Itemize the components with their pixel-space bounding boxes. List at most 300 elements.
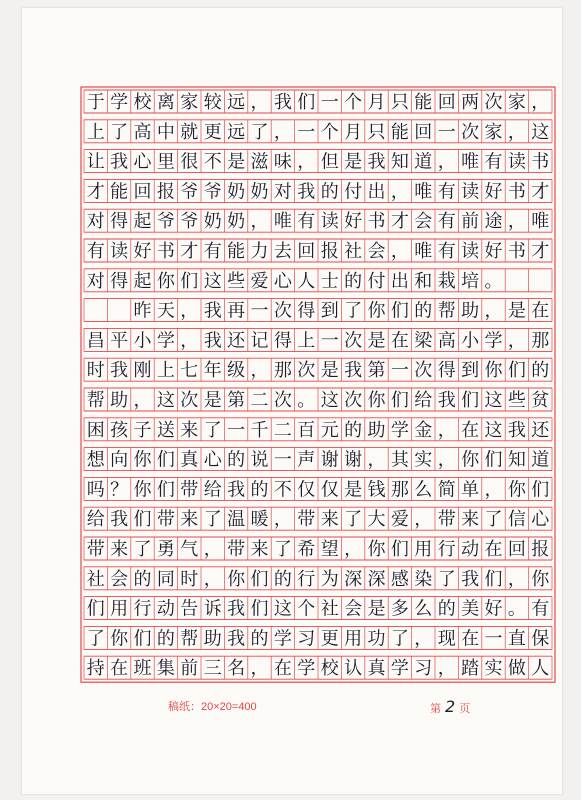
grid-row <box>84 477 552 500</box>
grid-row <box>84 179 552 202</box>
grid-row <box>84 597 552 620</box>
manuscript-char: 到 <box>320 300 339 322</box>
grid-row <box>84 299 552 322</box>
manuscript-char: 梁 <box>414 330 433 352</box>
manuscript-char: 孩 <box>110 419 129 441</box>
manuscript-char: 用 <box>414 539 433 560</box>
manuscript-char: 带 <box>180 479 199 501</box>
manuscript-char: 谢 <box>320 449 339 471</box>
manuscript-char: 声 <box>297 449 316 471</box>
manuscript-char: 你 <box>367 390 386 411</box>
manuscript-char: 上 <box>86 121 105 143</box>
manuscript-char: 功 <box>367 628 386 650</box>
manuscript-char: ， <box>507 211 526 233</box>
manuscript-char: 们 <box>86 598 105 620</box>
manuscript-char: 困 <box>86 419 105 441</box>
manuscript-char: 才 <box>531 181 550 203</box>
manuscript-char: 道 <box>531 449 550 471</box>
manuscript-char: 高 <box>437 330 456 352</box>
manuscript-char: 们 <box>133 628 152 650</box>
manuscript-char: 对 <box>273 181 292 203</box>
manuscript-char: 会 <box>344 598 363 620</box>
manuscript-char: 带 <box>297 509 316 531</box>
manuscript-char: 我 <box>110 360 129 382</box>
manuscript-char: 说 <box>250 449 269 471</box>
grid-row <box>84 448 552 471</box>
manuscript-char: 了 <box>203 509 222 531</box>
manuscript-char: 刚 <box>133 360 152 382</box>
manuscript-char: 带 <box>156 509 175 531</box>
manuscript-char: 是 <box>227 151 246 173</box>
manuscript-char: 年 <box>203 360 222 382</box>
manuscript-char: 气 <box>180 539 199 560</box>
manuscript-char: 但 <box>320 151 339 173</box>
manuscript-char: 有 <box>437 241 456 262</box>
manuscript-char: 更 <box>203 121 222 143</box>
manuscript-char: 次 <box>297 360 316 382</box>
manuscript-char: 这 <box>484 390 503 411</box>
manuscript-char: 向 <box>110 449 129 471</box>
manuscript-char: 了 <box>344 509 363 531</box>
manuscript-char: 这 <box>203 270 222 292</box>
page-suffix: 页 <box>459 703 471 715</box>
manuscript-char: 能 <box>110 181 129 203</box>
grid-row <box>84 507 552 530</box>
manuscript-char: 有 <box>531 598 550 620</box>
manuscript-char: ， <box>273 509 292 531</box>
manuscript-char: 行 <box>133 598 152 620</box>
manuscript-char: 报 <box>156 181 175 203</box>
manuscript-char: 起 <box>133 211 152 233</box>
manuscript-char: 助 <box>203 628 222 650</box>
manuscript-char: 这 <box>156 390 175 411</box>
manuscript-char: 爷 <box>203 181 222 203</box>
manuscript-char: 学 <box>297 658 316 680</box>
manuscript-char: 金 <box>414 419 433 441</box>
manuscript-char: 记 <box>250 330 269 352</box>
manuscript-char: 月 <box>344 121 363 143</box>
manuscript-char: ， <box>390 181 409 203</box>
manuscript-char: 百 <box>297 419 316 441</box>
manuscript-char: 们 <box>484 568 503 590</box>
manuscript-char: ， <box>437 449 456 471</box>
manuscript-char: 能 <box>414 92 433 113</box>
grid-row <box>84 269 552 292</box>
manuscript-char: 家 <box>180 92 199 113</box>
manuscript-char: 做 <box>507 658 526 680</box>
manuscript-char: 栽 <box>437 270 456 292</box>
manuscript-char: 的 <box>156 628 175 650</box>
manuscript-char: 级 <box>227 360 246 382</box>
manuscript-char: 家 <box>484 121 503 143</box>
manuscript-char: ， <box>437 658 456 680</box>
manuscript-char: 月 <box>367 92 386 113</box>
manuscript-char: 回 <box>414 121 433 143</box>
manuscript-char: 这 <box>273 598 292 620</box>
manuscript-char: 我 <box>227 628 246 650</box>
manuscript-char: ？ <box>110 479 129 501</box>
manuscript-char: 心 <box>273 270 292 292</box>
manuscript-char: 出 <box>390 270 409 292</box>
grid-row <box>84 358 552 381</box>
manuscript-char: 社 <box>344 241 363 262</box>
manuscript-char: 学 <box>390 658 409 680</box>
manuscript-char: 书 <box>531 151 550 173</box>
manuscript-char: 帮 <box>437 300 456 322</box>
manuscript-char: 我 <box>203 330 222 352</box>
manuscript-char: 。 <box>297 390 316 411</box>
manuscript-char: 了 <box>110 121 129 143</box>
manuscript-char: 了 <box>484 509 503 531</box>
manuscript-char: 才 <box>390 211 409 233</box>
manuscript-char: 其 <box>390 449 409 471</box>
manuscript-char: 的 <box>273 568 292 590</box>
manuscript-char: 来 <box>461 509 480 531</box>
manuscript-char: 一 <box>390 360 409 382</box>
manuscript-char: 能 <box>227 241 246 262</box>
manuscript-char: 们 <box>250 598 269 620</box>
manuscript-char: 们 <box>250 568 269 590</box>
page-prefix: 第 <box>430 703 441 715</box>
manuscript-char: 了 <box>344 300 363 322</box>
manuscript-char: 的 <box>133 568 152 590</box>
manuscript-char: 让 <box>86 151 105 173</box>
manuscript-char: 前 <box>461 211 480 233</box>
manuscript-char: 时 <box>86 360 105 382</box>
manuscript-char: 才 <box>180 241 199 262</box>
manuscript-char: 的 <box>531 360 550 382</box>
manuscript-char: 了 <box>437 568 456 590</box>
manuscript-char: 书 <box>507 181 526 203</box>
manuscript-char: 们 <box>507 360 526 382</box>
manuscript-char: 告 <box>180 598 199 620</box>
manuscript-char: 行 <box>297 568 316 590</box>
manuscript-char: 培 <box>461 270 480 292</box>
manuscript-char: 高 <box>133 121 152 143</box>
manuscript-char: 同 <box>156 568 175 590</box>
manuscript-char: ， <box>507 330 526 352</box>
manuscript-char: 爷 <box>180 181 199 203</box>
manuscript-char: 千 <box>250 419 269 441</box>
grid-row <box>84 626 552 649</box>
manuscript-char: 们 <box>390 300 409 322</box>
manuscript-char: 是 <box>203 390 222 411</box>
manuscript-char: 用 <box>344 628 363 650</box>
manuscript-char: 途 <box>484 211 503 233</box>
manuscript-char: 家 <box>507 92 526 113</box>
manuscript-char: 上 <box>297 330 316 352</box>
manuscript-char: 是 <box>344 151 363 173</box>
manuscript-char: 士 <box>320 270 339 292</box>
manuscript-char: 持 <box>86 658 105 680</box>
manuscript-char: 人 <box>531 658 550 680</box>
page-indicator <box>430 697 470 716</box>
manuscript-char: ， <box>437 151 456 173</box>
manuscript-char: ， <box>250 360 269 382</box>
manuscript-char: ， <box>437 419 456 441</box>
manuscript-char: 勇 <box>156 539 175 560</box>
manuscript-char: 你 <box>484 360 503 382</box>
manuscript-char: ， <box>484 479 503 501</box>
manuscript-char: 回 <box>133 181 152 203</box>
manuscript-char: 是 <box>367 598 386 620</box>
grid-row <box>84 150 552 173</box>
manuscript-char: 你 <box>133 449 152 471</box>
manuscript-char: ， <box>180 330 199 352</box>
manuscript-char: 来 <box>110 539 129 560</box>
manuscript-char: ， <box>297 151 316 173</box>
manuscript-char: 那 <box>531 330 550 352</box>
manuscript-char: 了 <box>250 121 269 143</box>
manuscript-char: 还 <box>531 419 550 441</box>
manuscript-char: 回 <box>297 241 316 262</box>
manuscript-char: 钱 <box>367 479 386 501</box>
manuscript-char: 为 <box>320 568 339 590</box>
manuscript-char: 有 <box>437 181 456 203</box>
manuscript-char: 次 <box>273 390 292 411</box>
manuscript-char: 我 <box>367 151 386 173</box>
manuscript-char: ， <box>250 211 269 233</box>
manuscript-char: 昨 <box>133 300 152 322</box>
manuscript-char: 在 <box>461 628 480 650</box>
manuscript-grid <box>22 8 562 698</box>
manuscript-char: 报 <box>531 539 550 560</box>
manuscript-char: 学 <box>156 330 175 352</box>
manuscript-char: 的 <box>414 300 433 322</box>
manuscript-char: 我 <box>437 390 456 411</box>
manuscript-char: 得 <box>297 300 316 322</box>
manuscript-char: 知 <box>390 151 409 173</box>
manuscript-char: ， <box>180 300 199 322</box>
manuscript-char: 这 <box>531 121 550 143</box>
manuscript-char: 你 <box>133 479 152 501</box>
manuscript-char: 直 <box>507 628 526 650</box>
manuscript-char: 们 <box>297 92 316 113</box>
manuscript-char: 助 <box>461 300 480 322</box>
manuscript-char: 力 <box>250 241 269 262</box>
grid-row <box>84 418 552 441</box>
manuscript-char: 有 <box>86 241 105 262</box>
manuscript-char: 们 <box>180 270 199 292</box>
manuscript-char: 动 <box>461 539 480 560</box>
manuscript-char: 认 <box>344 658 363 680</box>
manuscript-char: 实 <box>414 449 433 471</box>
manuscript-char: 深 <box>367 568 386 590</box>
manuscript-char: 信 <box>507 509 526 531</box>
manuscript-char: 我 <box>273 92 292 113</box>
manuscript-char: 会 <box>367 241 386 262</box>
manuscript-char: 是 <box>507 300 526 322</box>
manuscript-char: 希 <box>297 539 316 560</box>
manuscript-char: 读 <box>507 151 526 173</box>
manuscript-char: 你 <box>461 449 480 471</box>
manuscript-char: 能 <box>390 121 409 143</box>
manuscript-char: 小 <box>461 330 480 352</box>
manuscript-char: 有 <box>437 211 456 233</box>
manuscript-char: 奶 <box>227 181 246 203</box>
manuscript-char: ， <box>203 539 222 560</box>
manuscript-char: 帮 <box>86 390 105 411</box>
manuscript-char: 有 <box>297 211 316 233</box>
manuscript-char: 带 <box>86 539 105 560</box>
manuscript-char: 只 <box>367 121 386 143</box>
manuscript-char: 习 <box>414 658 433 680</box>
manuscript-char: 们 <box>390 539 409 560</box>
manuscript-char: 平 <box>110 330 129 352</box>
manuscript-char: 还 <box>227 330 246 352</box>
grid-row <box>84 567 552 590</box>
manuscript-char: ， <box>250 92 269 113</box>
manuscript-char: 你 <box>227 568 246 590</box>
manuscript-char: 真 <box>180 449 199 471</box>
manuscript-char: 是 <box>367 330 386 352</box>
manuscript-char: 回 <box>437 92 456 113</box>
manuscript-char: 次 <box>344 390 363 411</box>
manuscript-char: 了 <box>133 539 152 560</box>
manuscript-char: 送 <box>156 419 175 441</box>
manuscript-char: 和 <box>414 270 433 292</box>
manuscript-char <box>110 301 128 322</box>
manuscript-char: 那 <box>390 479 409 501</box>
manuscript-char: 报 <box>320 241 339 262</box>
grid-row <box>84 388 552 411</box>
manuscript-char: 用 <box>110 598 129 620</box>
manuscript-char: 里 <box>156 151 175 173</box>
manuscript-char: 现 <box>437 628 456 650</box>
manuscript-char: 书 <box>367 211 386 233</box>
manuscript-char: 学 <box>390 419 409 441</box>
manuscript-char: 的 <box>250 628 269 650</box>
manuscript-char: 更 <box>320 628 339 650</box>
manuscript-char: 心 <box>203 449 222 471</box>
manuscript-char: 得 <box>273 330 292 352</box>
manuscript-char: 的 <box>344 270 363 292</box>
manuscript-char: 。 <box>484 270 503 292</box>
manuscript-char: 回 <box>507 539 526 560</box>
manuscript-char: 是 <box>320 360 339 382</box>
manuscript-char: 们 <box>461 390 480 411</box>
manuscript-char: 不 <box>203 151 222 173</box>
manuscript-char: 大 <box>367 509 386 531</box>
manuscript-char: 的 <box>250 479 269 501</box>
manuscript-char: 付 <box>344 181 363 203</box>
manuscript-char: 我 <box>227 479 246 501</box>
manuscript-char: 对 <box>86 270 105 292</box>
manuscript-char: 你 <box>110 628 129 650</box>
manuscript-char: 我 <box>110 151 129 173</box>
manuscript-char: 读 <box>110 241 129 262</box>
manuscript-char: 我 <box>110 509 129 531</box>
grid-row <box>84 656 552 679</box>
manuscript-char: ， <box>484 300 503 322</box>
manuscript-char: 书 <box>156 241 175 262</box>
manuscript-char: 次 <box>414 360 433 382</box>
manuscript-char: 得 <box>437 360 456 382</box>
manuscript-char: 读 <box>320 211 339 233</box>
grid-row <box>84 90 552 113</box>
manuscript-char: 才 <box>531 241 550 262</box>
manuscript-char: 给 <box>414 390 433 411</box>
manuscript-char: 出 <box>367 181 386 203</box>
manuscript-char: 学 <box>110 92 129 113</box>
manuscript-char: 一 <box>273 449 292 471</box>
manuscript-char: 七 <box>180 360 199 382</box>
manuscript-char: 在 <box>484 539 503 560</box>
manuscript-char: 们 <box>531 479 550 501</box>
grid-row <box>84 328 552 351</box>
manuscript-char: 上 <box>156 360 175 382</box>
manuscript-char: 学 <box>484 330 503 352</box>
manuscript-char: 你 <box>531 568 550 590</box>
manuscript-char: 你 <box>507 479 526 501</box>
manuscript-char: 真 <box>367 658 386 680</box>
page-number: 2 <box>445 697 456 716</box>
manuscript-char: 到 <box>461 360 480 382</box>
manuscript-char: 。 <box>507 598 526 620</box>
manuscript-char: 道 <box>414 151 433 173</box>
manuscript-char: ， <box>531 92 550 113</box>
manuscript-char: 多 <box>390 598 409 620</box>
manuscript-char: 味 <box>273 151 292 173</box>
manuscript-char: 元 <box>320 419 339 441</box>
manuscript-char: 天 <box>156 300 175 322</box>
manuscript-char: 次 <box>344 330 363 352</box>
manuscript-char: 第 <box>227 390 246 411</box>
manuscript-char: 帮 <box>180 628 199 650</box>
manuscript-char: 个 <box>297 598 316 620</box>
manuscript-char: 了 <box>203 419 222 441</box>
manuscript-char: 远 <box>227 121 246 143</box>
manuscript-char: 第 <box>367 360 386 382</box>
manuscript-char: 奶 <box>227 211 246 233</box>
manuscript-char: 唯 <box>461 151 480 173</box>
manuscript-char: 带 <box>227 539 246 560</box>
manuscript-char: 前 <box>180 658 199 680</box>
manuscript-char: 再 <box>227 300 246 322</box>
manuscript-char: 了 <box>273 539 292 560</box>
manuscript-char: ， <box>203 568 222 590</box>
manuscript-char: 在 <box>110 658 129 680</box>
manuscript-char: ， <box>344 539 363 560</box>
manuscript-char: 昌 <box>86 330 105 352</box>
manuscript-char: 好 <box>484 181 503 203</box>
manuscript-char: 踏 <box>461 658 480 680</box>
grid-row <box>84 239 552 262</box>
manuscript-char: 读 <box>461 241 480 262</box>
manuscript-char: 只 <box>390 92 409 113</box>
manuscript-char: 们 <box>484 449 503 471</box>
manuscript-char: 我 <box>297 181 316 203</box>
manuscript-char: 对 <box>86 211 105 233</box>
manuscript-char: 在 <box>390 330 409 352</box>
manuscript-char: 班 <box>133 658 152 680</box>
manuscript-char: 校 <box>133 92 152 113</box>
manuscript-char: 想 <box>86 449 105 471</box>
manuscript-char: 么 <box>414 479 433 501</box>
manuscript-char: 在 <box>461 419 480 441</box>
manuscript-char: 望 <box>320 539 339 560</box>
manuscript-char: 校 <box>320 658 339 680</box>
manuscript-char: 有 <box>484 151 503 173</box>
manuscript-char: 爱 <box>250 270 269 292</box>
manuscript-char: 子 <box>133 419 152 441</box>
manuscript-char: 简 <box>437 479 456 501</box>
manuscript-char: 很 <box>180 151 199 173</box>
manuscript-char: 的 <box>344 419 363 441</box>
manuscript-char: 时 <box>180 568 199 590</box>
manuscript-char: 知 <box>507 449 526 471</box>
manuscript-char: 我 <box>344 360 363 382</box>
